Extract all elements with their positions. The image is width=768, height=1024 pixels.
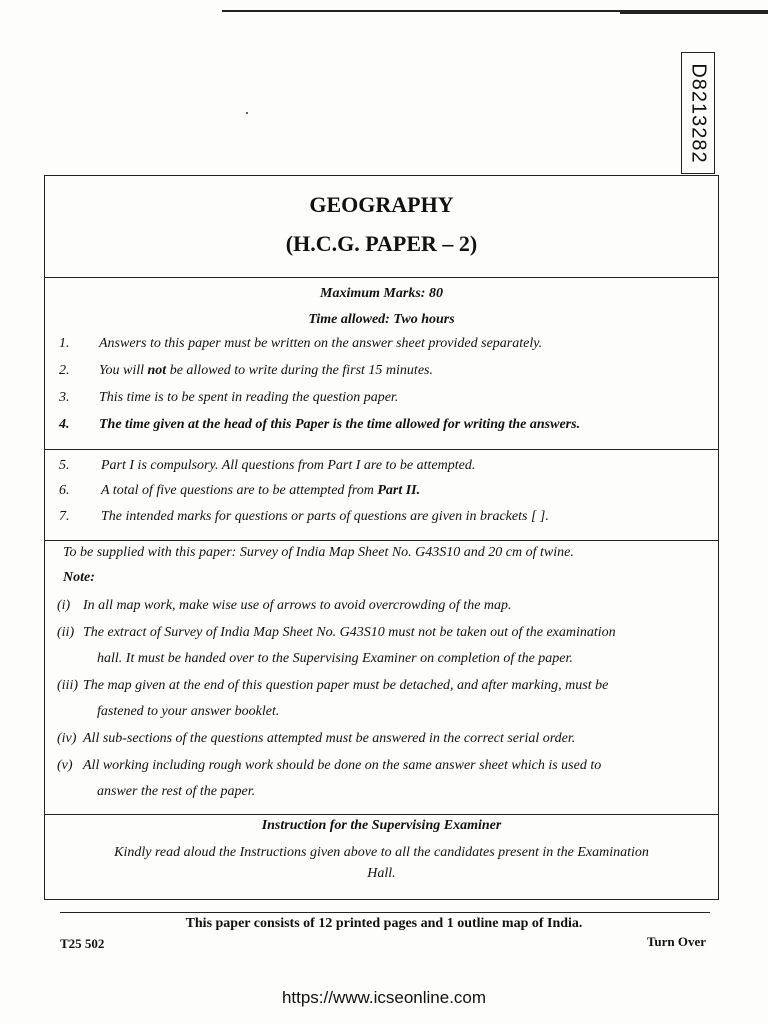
paper-code: T25 502: [60, 936, 105, 951]
serial-number: D8213282: [687, 62, 710, 164]
divider: [45, 277, 718, 278]
time-allowed: Time allowed: Two hours: [308, 312, 455, 327]
note-heading: Note:: [63, 570, 95, 585]
note-continuation: fastened to your answer booklet.: [97, 704, 280, 719]
note-continuation: answer the rest of the paper.: [97, 784, 256, 799]
footer-rule: [60, 912, 710, 913]
supplied-line: To be supplied with this paper: Survey of India Map Sheet No. G43S10 and 20 cm of twine.: [63, 545, 574, 560]
turn-over: Turn Over: [646, 934, 706, 949]
page-count-note: This paper consists of 12 printed pages and 1 outline map of India.: [185, 916, 583, 931]
top-rule-thick: [620, 12, 768, 14]
divider: [45, 449, 718, 450]
max-marks: Maximum Marks: 80: [320, 286, 443, 301]
note-continuation: hall. It must be handed over to the Supervising Examiner on completion of the paper.: [97, 651, 573, 666]
supervisor-heading: Instruction for the Supervising Examiner: [261, 818, 502, 833]
divider: [45, 540, 718, 541]
serial-number-box: [681, 52, 715, 174]
subject-title: GEOGRAPHY: [309, 192, 454, 217]
supervisor-text-end: Hall.: [367, 866, 396, 881]
supervisor-text: Kindly read aloud the Instructions given above to all the candidates present in the Examination: [114, 845, 649, 860]
watermark-url[interactable]: https://www.icseonline.com: [281, 988, 487, 1007]
divider: [45, 814, 718, 815]
paper-title: (H.C.G. PAPER – 2): [285, 231, 478, 256]
speck: [246, 112, 248, 114]
instruction-box: GEOGRAPHY (H.C.G. PAPER – 2) Maximum Marks: 80 Time allowed: Two hours 1. Answers to this paper must be written on the answer sheet provided separately. 2. You will not be allowed to write during the first 15 minutes. 3. This time is to be spent in reading the question paper. 4. The time given at the head of this Paper is the time allowed for writing the answers. 5. Part I is compulsory. All questions from Part I are to be attempted. 6. A total of five questions are to be attempted from Part II. 7. The intended marks for questions or parts of questions are given in brackets [ ]. To be supplied with this paper: Survey of India Map Sheet No. G43S10 and 20 cm of twine. Note: (i) In all map work, make wise use of arrows to avoid overcrowding of the map. (ii) The extract of Survey of India Map Sheet No. G43S10 must not be taken out of the examination hall. It must be handed over to the Supervising Examiner on completion of the paper. (iii) The map given at the end of this question paper must be detached, and after marking, must be fastened to your answer booklet. (iv) All sub-sections of the questions attempted must be answered in the correct serial order. (v) All working including rough work should be done on the same answer sheet which is used to answer the rest of the paper. Instruction for the Supervising Examiner Kindly read aloud the Instructions given above to all the candidates present in the Examination Hall.: [44, 175, 719, 900]
